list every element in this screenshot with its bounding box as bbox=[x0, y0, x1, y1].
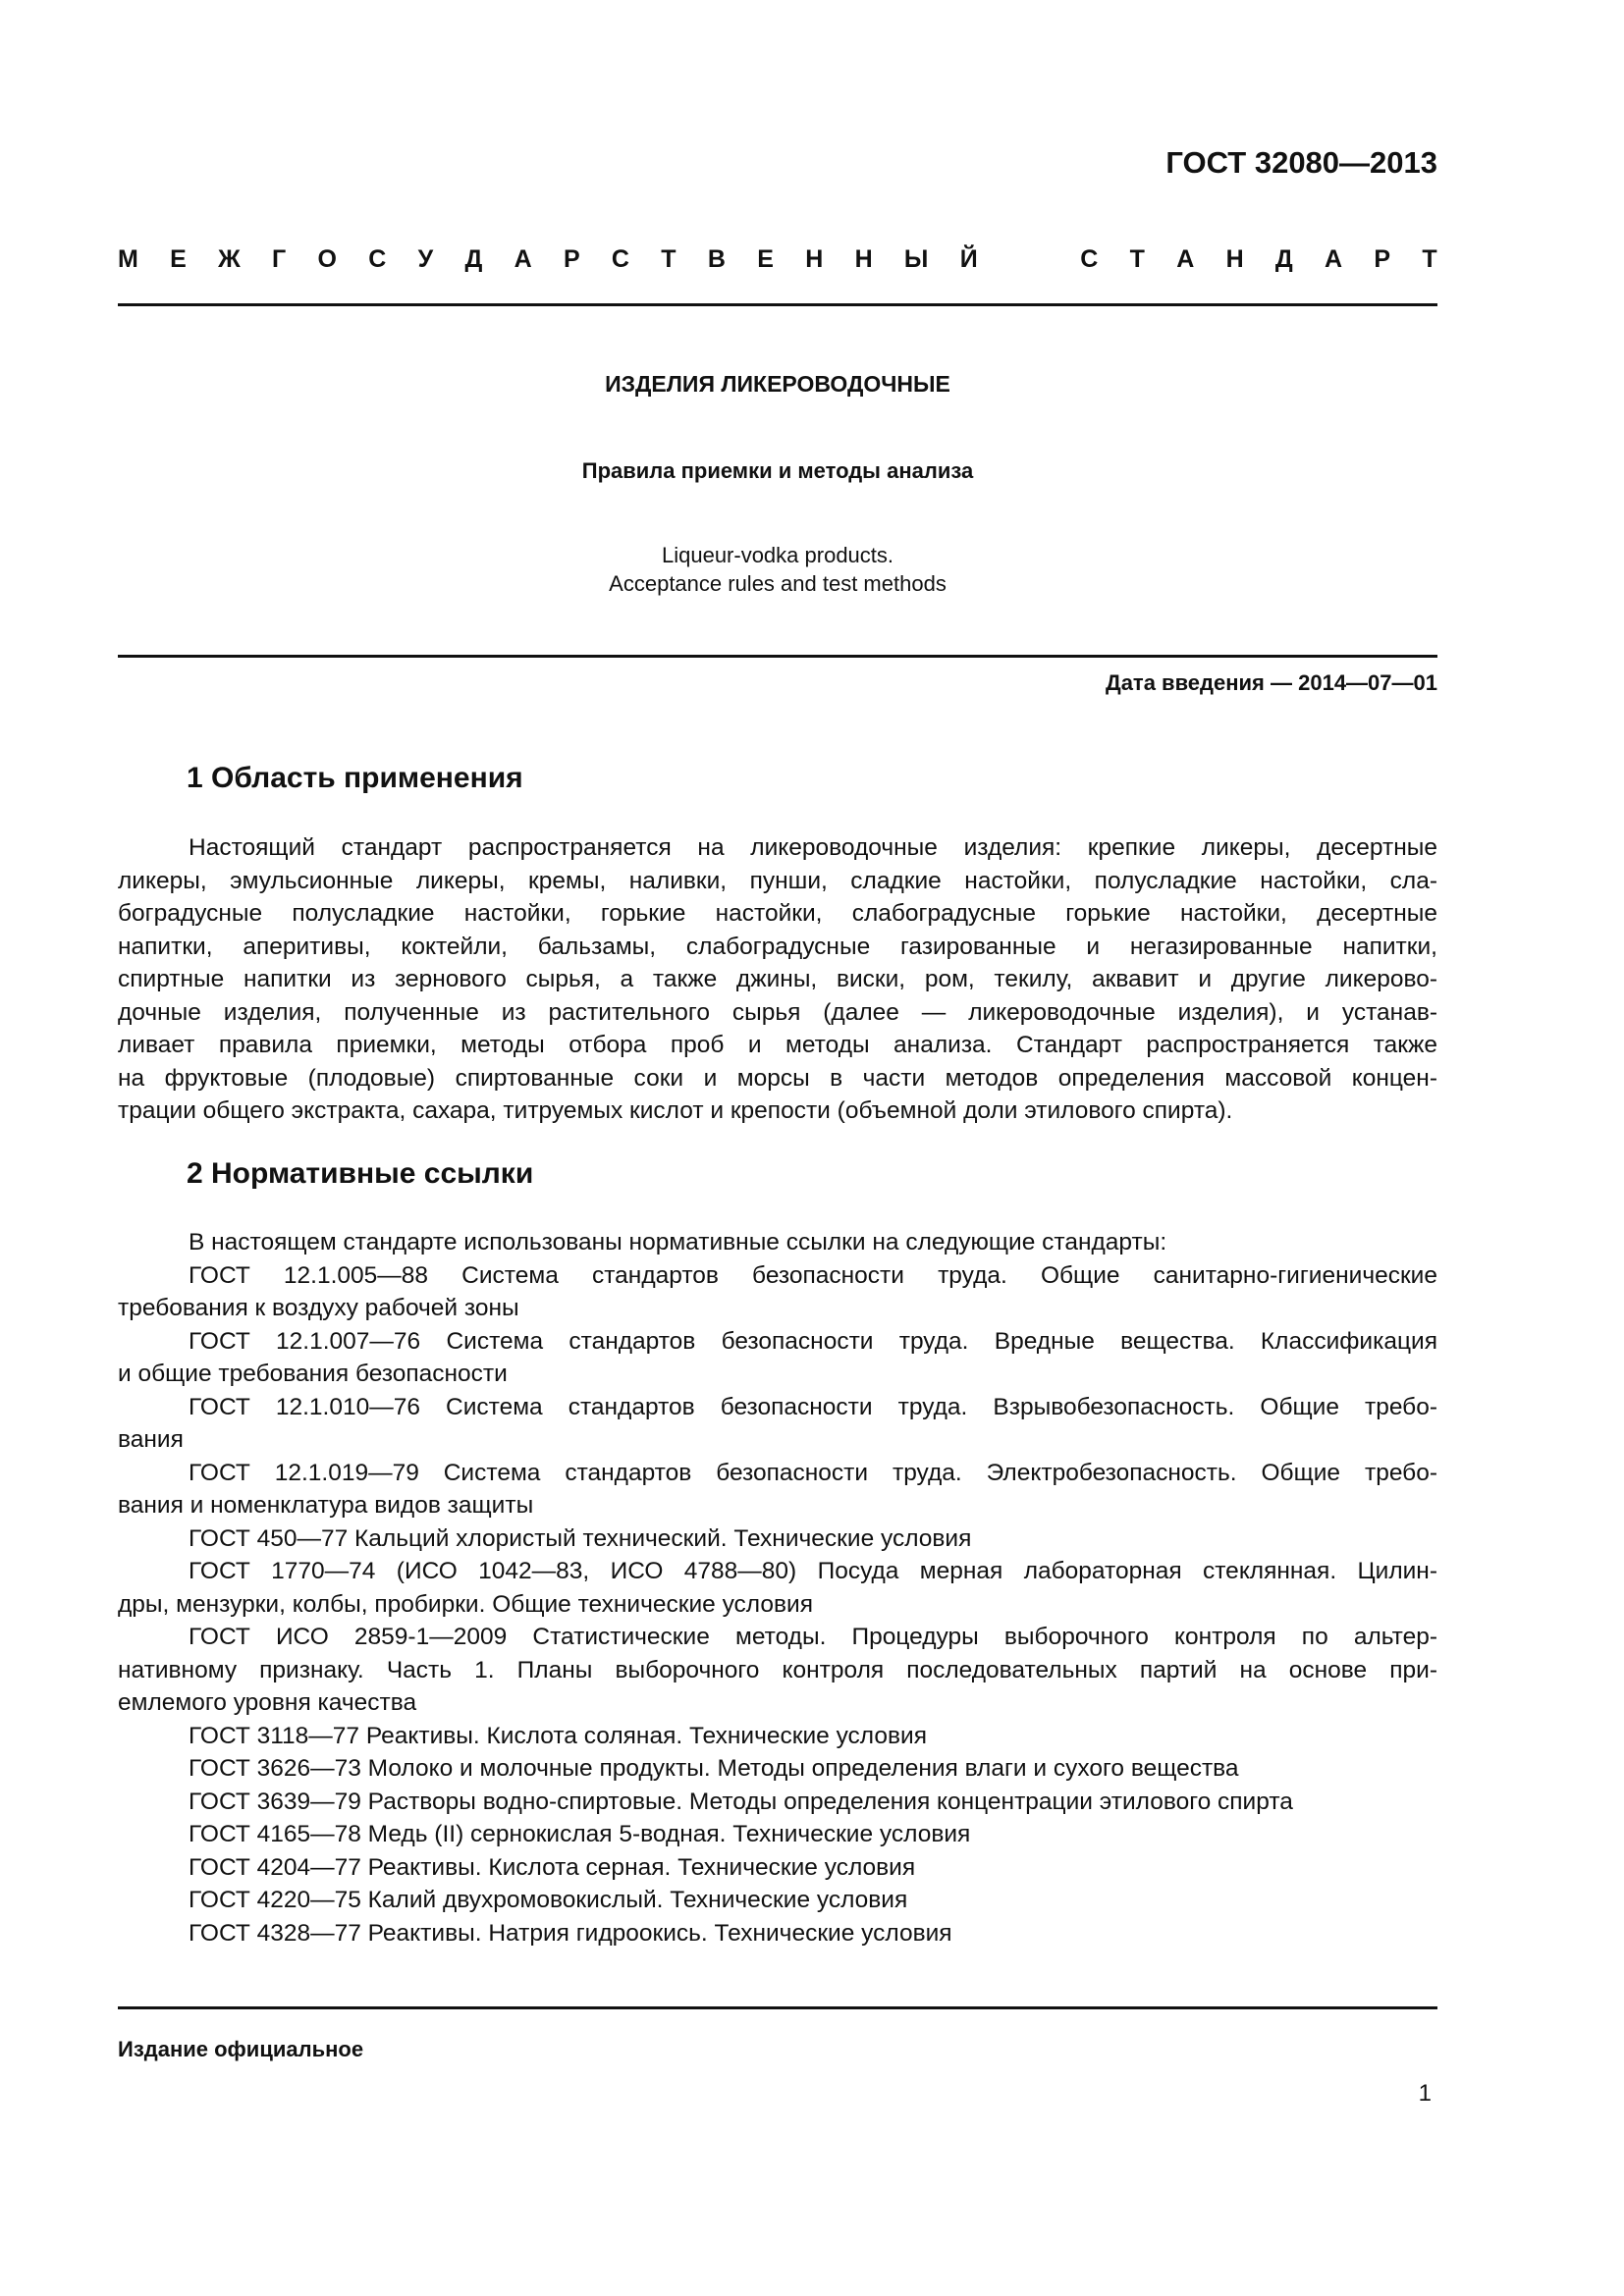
interstate-standard-banner bbox=[118, 245, 1437, 274]
section2-paragraph bbox=[118, 1226, 1437, 1259]
text-line: спиртные напитки из зернового сырья, а также джины, виски, ром, текилу, аквавит и другие ликерово- bbox=[118, 966, 1437, 992]
text-line: нативному признаку. Часть 1. Планы выборочного контроля последовательных партий на основе при- bbox=[118, 1656, 1437, 1683]
banner-word-2-letter: Т bbox=[1129, 245, 1145, 273]
banner-word-1-letter: С bbox=[368, 245, 387, 273]
banner-word-1-letter: М bbox=[118, 245, 138, 273]
text-line: на фруктовые (плодовые) спиртованные соки и морсы в части методов определения массовой концен- bbox=[118, 1064, 1437, 1092]
text-line: ливает правила приемки, методы отбора проб и методы анализа. Стандарт распространяется также bbox=[118, 1032, 1437, 1058]
introduction-date: Дата введения — 2014—07—01 bbox=[1106, 670, 1437, 695]
english-title-line-2: Acceptance rules and test methods bbox=[609, 571, 947, 596]
banner-word-2-letter: Д bbox=[1274, 245, 1293, 273]
section2-paragraph bbox=[118, 1884, 1437, 1917]
banner-word-2-letter: Р bbox=[1374, 245, 1391, 273]
text-line: ликеры, эмульсионные ликеры, кремы, наливки, пунши, сладкие настойки, полусладкие настойки, сла- bbox=[118, 867, 1437, 894]
section2-paragraph bbox=[118, 1752, 1437, 1786]
banner-word-1-letter: А bbox=[514, 245, 532, 273]
banner-word-1-letter: У bbox=[417, 245, 434, 273]
banner-word-2-letter: А bbox=[1325, 245, 1343, 273]
text-line: ГОСТ 3118—77 Реактивы. Кислота соляная. Технические условия bbox=[189, 1722, 927, 1749]
banner-word-1-letter: Ы bbox=[903, 245, 929, 273]
banner-gap bbox=[1009, 245, 1049, 274]
text-line: и общие требования безопасности bbox=[118, 1361, 508, 1387]
text-line: ГОСТ 3626—73 Молоко и молочные продукты. Методы определения влаги и сухого вещества bbox=[189, 1755, 1239, 1782]
section2-paragraph bbox=[118, 1818, 1437, 1851]
text-line: ГОСТ ИСО 2859-1—2009 Статистические методы. Процедуры выборочного контроля по альтер- bbox=[189, 1624, 1437, 1650]
banner-word-1-letter: С bbox=[611, 245, 629, 273]
title-divider bbox=[118, 655, 1437, 658]
section-1-heading: 1 Область применения bbox=[187, 762, 523, 794]
text-line: ГОСТ 4165—78 Медь (II) сернокислая 5-водная. Технические условия bbox=[189, 1821, 971, 1847]
text-line: боградусные полусладкие настойки, горькие настойки, слабоградусные горькие настойки, десертные bbox=[118, 900, 1437, 927]
banner-word-1-letter: Д bbox=[464, 245, 483, 273]
english-title-line-1: Liqueur-vodka products. bbox=[661, 543, 894, 567]
banner-word-1-letter: Н bbox=[854, 245, 873, 273]
banner-word-2-letter: Н bbox=[1225, 245, 1244, 273]
text-line: ГОСТ 450—77 Кальций хлористый технический. Технические условия bbox=[189, 1524, 972, 1552]
banner-word-1-letter: Е bbox=[757, 245, 774, 273]
section2-paragraph bbox=[118, 1621, 1437, 1720]
page-number: 1 bbox=[1418, 2080, 1432, 2107]
text-line: требования к воздуху рабочей зоны bbox=[118, 1295, 519, 1321]
text-line: ГОСТ 4204—77 Реактивы. Кислота серная. Технические условия bbox=[189, 1853, 916, 1881]
document-title: ИЗДЕЛИЯ ЛИКЕРОВОДОЧНЫЕ bbox=[605, 371, 950, 397]
section2-paragraph bbox=[118, 1786, 1437, 1819]
text-line: емлемого уровня качества bbox=[118, 1689, 417, 1716]
text-line: дры, мензурки, колбы, пробирки. Общие технические условия bbox=[118, 1590, 813, 1618]
document-code: ГОСТ 32080—2013 bbox=[1165, 145, 1437, 180]
text-line: вания и номенклатура видов защиты bbox=[118, 1492, 534, 1519]
footer-divider bbox=[118, 2006, 1437, 2009]
text-line: напитки, аперитивы, коктейли, бальзамы, слабоградусные газированные и негазированные напитки, bbox=[118, 933, 1437, 960]
section-2-heading: 2 Нормативные ссылки bbox=[187, 1157, 534, 1190]
banner-word-1-letter: Г bbox=[272, 245, 287, 273]
text-line: ГОСТ 12.1.019—79 Система стандартов безопасности труда. Электробезопасность. Общие требо- bbox=[189, 1459, 1437, 1486]
section2-paragraph bbox=[118, 1522, 1437, 1556]
text-line: трации общего экстракта, сахара, титруемых кислот и крепости (объемной доли этилового спирта). bbox=[118, 1097, 1233, 1124]
section2-paragraph bbox=[118, 1325, 1437, 1391]
banner-word-1-letter: В bbox=[707, 245, 726, 273]
text-line: ГОСТ 12.1.010—76 Система стандартов безопасности труда. Взрывобезопасность. Общие требо- bbox=[189, 1393, 1437, 1420]
section2-paragraph bbox=[118, 1457, 1437, 1522]
section2-paragraph bbox=[118, 1259, 1437, 1325]
official-edition-label: Издание официальное bbox=[118, 2037, 364, 2061]
text-line: ГОСТ 1770—74 (ИСО 1042—83, ИСО 4788—80) Посуда мерная лабораторная стеклянная. Цилин- bbox=[189, 1558, 1437, 1584]
text-line: Настоящий стандарт распространяется на ликероводочные изделия: крепкие ликеры, десертные bbox=[189, 834, 1437, 861]
banner-word-1-letter: Ж bbox=[218, 245, 241, 273]
banner-word-2-letter: А bbox=[1176, 245, 1195, 273]
banner-word-1-letter: Т bbox=[661, 245, 677, 273]
text-line: дочные изделия, полученные из растительного сырья (далее — ликероводочные изделия), и устанав- bbox=[118, 998, 1437, 1026]
banner-word-1-letter: Р bbox=[563, 245, 580, 273]
text-line: ГОСТ 3639—79 Растворы водно-спиртовые. Методы определения концентрации этилового спирта bbox=[189, 1788, 1293, 1815]
banner-word-1-letter: Н bbox=[805, 245, 824, 273]
section2-paragraph bbox=[118, 1720, 1437, 1753]
text-line: ГОСТ 12.1.005—88 Система стандартов безопасности труда. Общие санитарно-гигиенические bbox=[189, 1261, 1437, 1289]
banner-word-2-letter: Т bbox=[1422, 245, 1437, 273]
banner-word-1-letter: Й bbox=[959, 245, 978, 273]
section1-paragraph bbox=[118, 831, 1437, 1128]
section2-paragraph bbox=[118, 1851, 1437, 1885]
text-line: В настоящем стандарте использованы нормативные ссылки на следующие стандарты: bbox=[189, 1229, 1167, 1255]
section2-paragraph bbox=[118, 1917, 1437, 1950]
banner-word-2-letter: С bbox=[1080, 245, 1099, 273]
text-line: ГОСТ 4220—75 Калий двухромовокислый. Технические условия bbox=[189, 1887, 908, 1913]
section-1-body bbox=[118, 831, 1437, 1128]
section2-paragraph bbox=[118, 1555, 1437, 1621]
banner-word-1-letter: О bbox=[317, 245, 337, 273]
text-line: вания bbox=[118, 1426, 184, 1453]
document-subtitle: Правила приемки и методы анализа bbox=[581, 458, 974, 483]
top-divider bbox=[118, 303, 1437, 306]
text-line: ГОСТ 12.1.007—76 Система стандартов безопасности труда. Вредные вещества. Классификация bbox=[189, 1327, 1437, 1355]
text-line: ГОСТ 4328—77 Реактивы. Натрия гидроокись. Технические условия bbox=[189, 1919, 952, 1947]
banner-word-1-letter: Е bbox=[170, 245, 187, 273]
section-2-body bbox=[118, 1226, 1437, 1949]
section2-paragraph bbox=[118, 1391, 1437, 1457]
